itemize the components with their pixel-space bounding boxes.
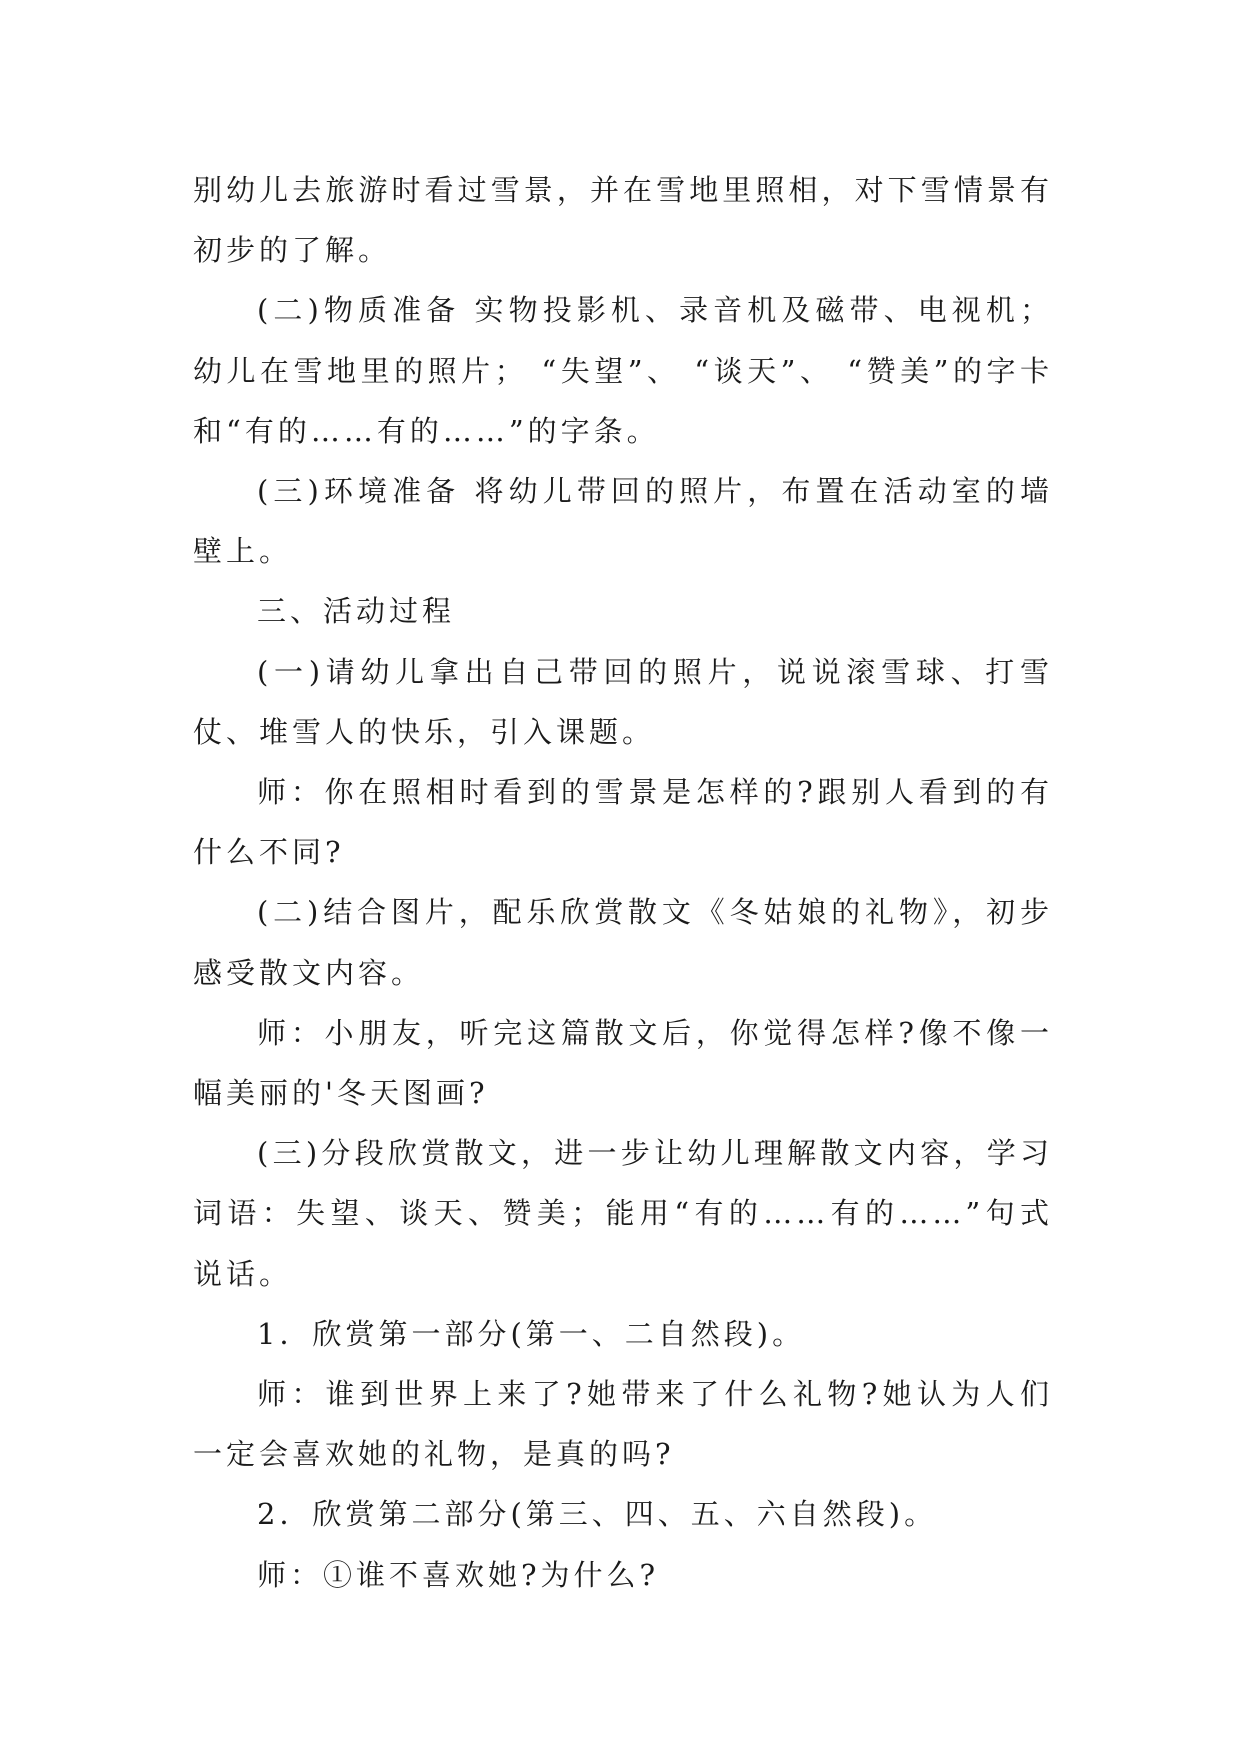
paragraph: 师：谁到世界上来了?她带来了什么礼物?她认为人们一定会喜欢她的礼物，是真的吗? bbox=[193, 1377, 1053, 1472]
paragraph: (三)环境准备 将幼儿带回的照片，布置在活动室的墙壁上。 bbox=[193, 474, 1053, 569]
list-item: 2．欣赏第二部分(第三、四、五、六自然段)。 bbox=[257, 1497, 938, 1532]
paragraph: (三)分段欣赏散文，进一步让幼儿理解散文内容，学习词语：失望、谈天、赞美；能用“有的……有的……”句式说话。 bbox=[193, 1136, 1053, 1291]
paragraph: 别幼儿去旅游时看过雪景，并在雪地里照相，对下雪情景有初步的了解。 bbox=[193, 173, 1053, 268]
paragraph: 师：你在照相时看到的雪景是怎样的?跟别人看到的有什么不同? bbox=[193, 775, 1053, 870]
section-heading: 三、活动过程 bbox=[257, 594, 456, 629]
paragraph: 师：①谁不喜欢她?为什么? bbox=[257, 1557, 660, 1592]
list-item: 1．欣赏第一部分(第一、二自然段)。 bbox=[257, 1316, 806, 1351]
paragraph: 师：小朋友，听完这篇散文后，你觉得怎样?像不像一幅美丽的'冬天图画? bbox=[193, 1015, 1053, 1111]
document-body bbox=[193, 160, 1053, 1605]
paragraph: (二)物质准备 实物投影机、录音机及磁带、电视机；幼儿在雪地里的照片； “失望”、 “谈天”、 “赞美”的字卡和“有的……有的……”的字条。 bbox=[193, 293, 1053, 448]
paragraph: (二)结合图片，配乐欣赏散文《冬姑娘的礼物》，初步感受散文内容。 bbox=[193, 895, 1053, 990]
paragraph: (一)请幼儿拿出自己带回的照片，说说滚雪球、打雪仗、堆雪人的快乐，引入课题。 bbox=[193, 654, 1053, 749]
